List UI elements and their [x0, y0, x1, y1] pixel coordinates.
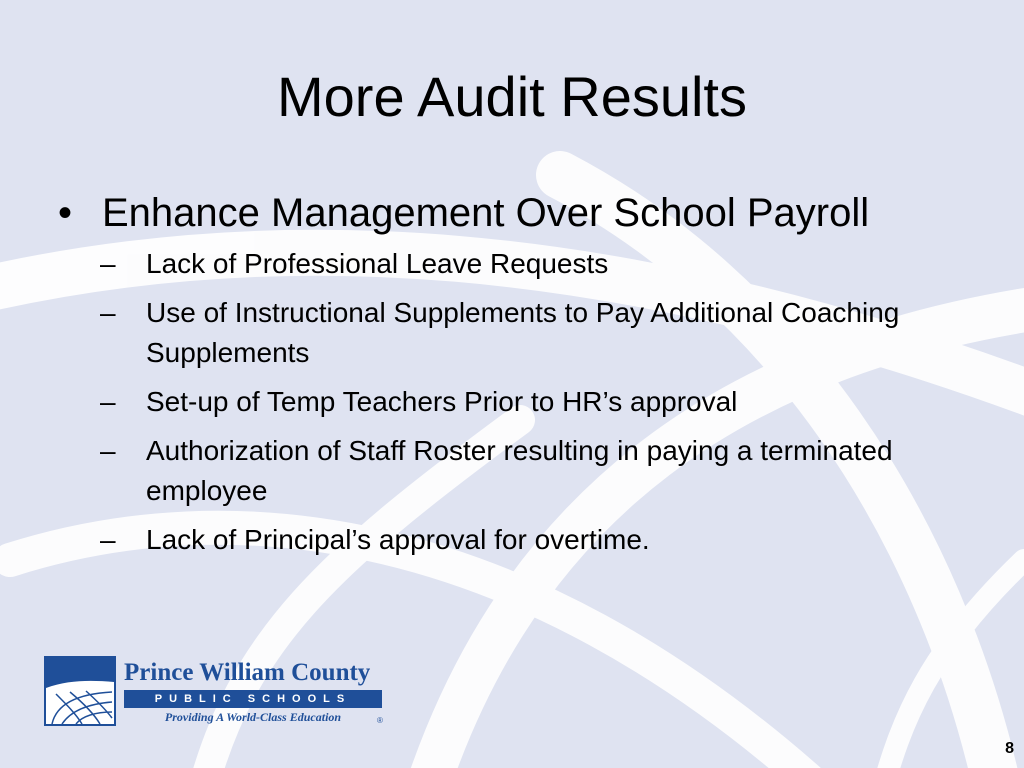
logo-emblem-icon	[44, 656, 116, 726]
sub-bullet-text: Use of Instructional Supplements to Pay Additional Coaching Supplements	[146, 297, 900, 368]
registered-mark: ®	[377, 716, 383, 725]
sub-bullet-item	[100, 382, 926, 422]
bullet-marker: •	[58, 191, 73, 235]
bullet-text: Enhance Management Over School Payroll	[102, 191, 870, 235]
sub-bullet-item	[100, 244, 926, 284]
bullet-list	[58, 188, 958, 569]
sub-bullet-text: Lack of Principal’s approval for overtime.	[146, 524, 650, 555]
sub-bullet-item	[100, 293, 926, 373]
sub-bullet-item	[100, 520, 926, 560]
dash-marker: –	[100, 386, 116, 417]
dash-marker: –	[100, 248, 116, 279]
sub-bullet-item	[100, 431, 926, 511]
sub-bullet-text: Set-up of Temp Teachers Prior to HR’s approval	[146, 386, 738, 417]
logo-name: Prince William County	[124, 659, 371, 686]
sub-bullet-text: Lack of Professional Leave Requests	[146, 248, 609, 279]
school-logo	[44, 656, 386, 728]
dash-marker: –	[100, 297, 116, 328]
page-number: 8	[1005, 740, 1014, 757]
logo-tagline: Providing A World-Class Education	[164, 710, 342, 724]
logo-subtitle: PUBLIC SCHOOLS	[124, 690, 382, 708]
sub-bullet-list	[58, 244, 958, 560]
dash-marker: –	[100, 524, 116, 555]
sub-bullet-text: Authorization of Staff Roster resulting in paying a terminated employee	[146, 435, 893, 506]
dash-marker: –	[100, 435, 116, 466]
bullet-item	[58, 188, 902, 239]
slide-title: More Audit Results	[277, 65, 747, 128]
